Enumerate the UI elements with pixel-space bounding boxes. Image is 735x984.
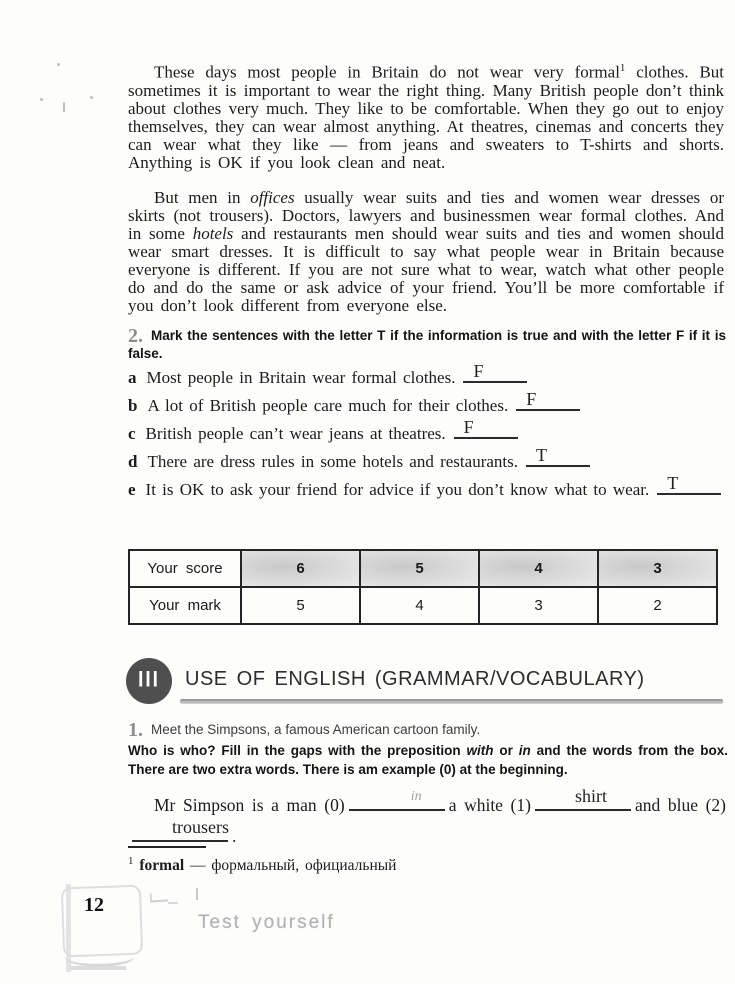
item-text: It is OK to ask your friend for advice if you don’t know what to wear. — [145, 480, 650, 499]
exercise1-header — [128, 721, 726, 739]
tf-item-a — [128, 361, 726, 391]
scan-artifact — [66, 884, 71, 972]
scan-speck — [63, 102, 65, 112]
mark-value: 2 — [598, 587, 717, 624]
gap-1-answer: shirt — [574, 785, 607, 806]
score-value: 4 — [479, 550, 598, 587]
tf-item-d — [128, 445, 726, 475]
mark-value: 4 — [360, 587, 479, 624]
item-text: British people can’t wear jeans at theatres. — [145, 424, 446, 443]
score-label: Your score — [129, 550, 241, 587]
item-letter: d — [128, 452, 138, 471]
handwritten-answer: F — [473, 361, 484, 381]
scan-artifact — [150, 892, 169, 902]
section-underline-rule — [180, 699, 723, 704]
scan-artifact — [196, 888, 198, 900]
sentence-part: a white (1) — [448, 794, 531, 815]
scan-artifact — [63, 944, 134, 969]
score-value: 5 — [360, 550, 479, 587]
answer-blank — [516, 389, 580, 411]
handwritten-answer: T — [667, 473, 679, 493]
scan-speck — [40, 98, 43, 101]
tf-item-b — [128, 389, 726, 419]
exercise2-header — [128, 327, 726, 363]
item-letter: a — [128, 368, 137, 387]
sentence-part: . — [232, 825, 237, 846]
badge-label: III — [138, 668, 160, 693]
exercise2-instruction: Mark the sentences with the letter T if the information is true and with the letter F if it is false. — [128, 328, 726, 361]
true-false-list — [128, 361, 726, 504]
score-value: 6 — [241, 550, 360, 587]
page-number: 12 — [84, 894, 104, 916]
footnote-rule — [128, 846, 206, 848]
tf-item-e — [128, 473, 726, 503]
scan-speck — [57, 63, 60, 66]
exercise1-intro: Meet the Simpsons, a famous American cartoon family. — [151, 722, 481, 737]
gap-2-answer: trousers — [172, 816, 229, 837]
sentence-part: and blue (2) — [634, 794, 726, 815]
passage-paragraph-2: But men in offices usually wear suits and ties and women wear dresses or skirts (not trousers). Doctors, lawyers and businessmen wear formal clothes. And in some hotels and restaurants men should wear suits and ties and women should wear smart dresses. It is difficult to say what people wear in Britain because everyone is different. If you are not sure what to wear, watch what other people do and do the same or ask advice of your friend. You’ll be more comfortable if you don’t look different from everyone else. — [128, 188, 725, 315]
answer-blank — [454, 417, 518, 439]
exercise1-number: 1. — [128, 719, 143, 741]
mark-value: 3 — [479, 587, 598, 624]
section-roman-numeral-badge — [126, 658, 172, 704]
sentence-part: Mr Simpson is a man (0) — [154, 794, 345, 815]
handwritten-answer: T — [536, 445, 547, 465]
answer-blank — [526, 445, 590, 467]
exercise1-instruction: Who is who? Fill in the gaps with the preposition with or in and the words from the box. There are two extra words. There is am example (0) at the beginning. — [128, 743, 728, 777]
tf-item-c — [128, 417, 726, 447]
item-text: A lot of British people care much for their clothes. — [147, 396, 509, 415]
fill-in-sentence — [128, 785, 726, 852]
handwritten-answer: F — [526, 389, 537, 409]
footnote: $^1$ formal — формальный, официальный — [128, 855, 397, 875]
item-text: There are dress rules in some hotels and restaurants. — [147, 452, 518, 471]
item-letter: c — [128, 424, 136, 443]
passage-paragraph-1: These days most people in Britain do not wear very formal$^1$ clothes. But sometimes it is important to wear the right thing. Many British people don’t think about clothes very much. They like to be comfortable. When they go out to enjoy themselves, they can wear almost anything. At theatres, cinemas and concerts they can wear what they like — from jeans and sweaters to T-shirts and shorts. Anything is OK if you look clean and neat. — [128, 62, 725, 172]
item-letter: b — [128, 396, 138, 415]
answer-blank — [463, 361, 527, 383]
mark-value: 5 — [241, 587, 360, 624]
gap-1-blank — [535, 785, 631, 811]
scan-speck — [90, 96, 93, 99]
score-value: 3 — [598, 550, 717, 587]
mark-label: Your mark — [129, 587, 241, 624]
handwritten-answer: F — [463, 417, 474, 437]
section-title: USE OF ENGLISH (GRAMMAR/VOCABULARY) — [185, 668, 645, 690]
ghost-footer-text: Test yourself — [198, 912, 335, 933]
gap-0-answer: in — [410, 788, 422, 804]
exercise2-number: 2. — [128, 325, 143, 347]
scan-artifact — [70, 966, 126, 970]
score-row — [129, 550, 717, 587]
score-table — [128, 549, 718, 625]
answer-blank — [657, 473, 721, 495]
item-text: Most people in Britain wear formal clothes. — [146, 368, 456, 387]
scan-artifact — [168, 902, 178, 904]
gap-2-blank — [132, 816, 229, 842]
gap-0-blank — [349, 788, 445, 811]
mark-row — [129, 587, 717, 624]
item-letter: e — [128, 480, 136, 499]
